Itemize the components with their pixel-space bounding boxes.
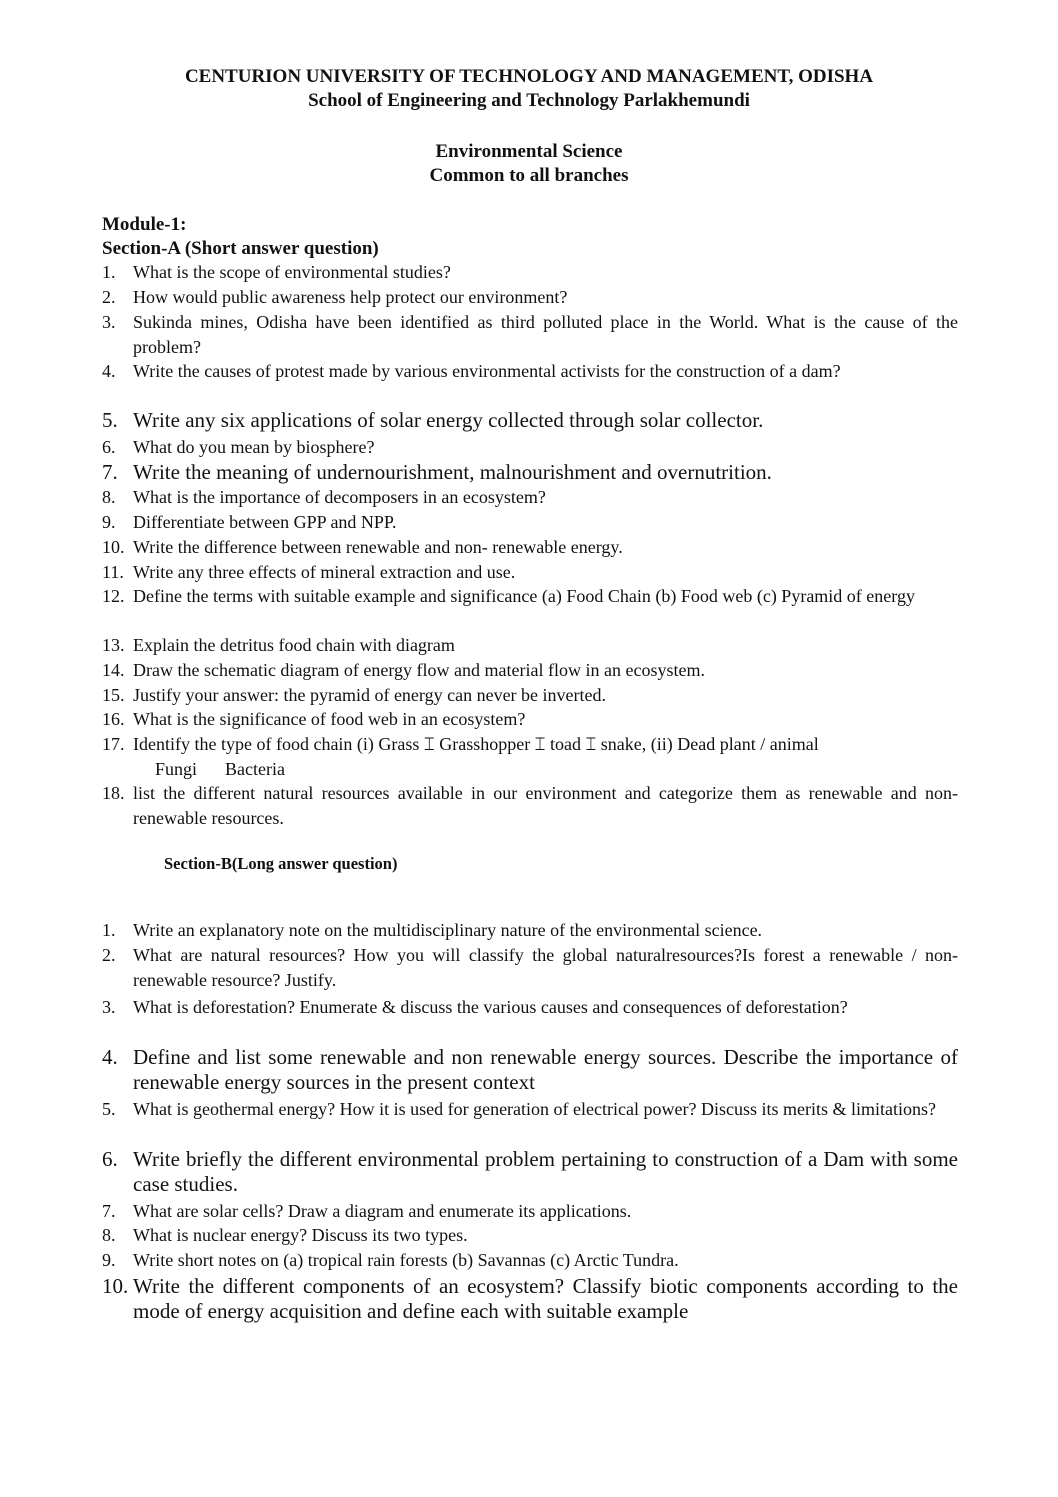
university-title: CENTURION UNIVERSITY OF TECHNOLOGY AND MANAGEMENT, ODISHA: [184, 66, 874, 87]
question-number: 6.: [102, 437, 116, 457]
bacteria-label: Bacteria: [225, 758, 285, 779]
question-number: 8.: [102, 1225, 116, 1245]
question-text: Write an explanatory note on the multidisciplinary nature of the environmental science.: [133, 920, 763, 940]
section-b-question-4: [102, 1045, 958, 1095]
question-number: 1.: [102, 262, 116, 282]
fungi-label: Fungi: [155, 758, 198, 779]
question-number: 5.: [102, 408, 118, 432]
section-a-question-11: [102, 560, 958, 585]
question-number: 10.: [102, 537, 125, 557]
question-text: What is the importance of decomposers in an ecosystem?: [133, 487, 546, 507]
question-text: What is geothermal energy? How it is used for generation of electrical power? Discuss its merits & limitations?: [133, 1099, 936, 1119]
section-a-question-5: [102, 408, 958, 433]
question-text: list the different natural resources available in our environment and categorize them as renewable and non-renewable resources.: [133, 783, 958, 828]
section-a-question-4: [102, 359, 958, 384]
question-text: Write short notes on (a) tropical rain forests (b) Savannas (c) Arctic Tundra.: [133, 1250, 679, 1270]
question-text: How would public awareness help protect our environment?: [133, 287, 568, 307]
section-a-question-1: [102, 260, 958, 285]
question-text: Explain the detritus food chain with diagram: [133, 635, 455, 655]
section-b-question-10: [102, 1274, 958, 1324]
question-text: Write any six applications of solar energy collected through solar collector.: [133, 408, 764, 432]
section-a-question-16: [102, 707, 958, 732]
section-a-question-10: [102, 535, 958, 560]
section-b-question-3: [102, 995, 958, 1020]
question-number: 1.: [102, 920, 116, 940]
question-number: 15.: [102, 685, 125, 705]
question-number: 11.: [102, 562, 124, 582]
question-text: What is the significance of food web in an ecosystem?: [133, 709, 526, 729]
question-number: 8.: [102, 487, 116, 507]
section-a-question-15: [102, 683, 958, 708]
question-text: Identify the type of food chain (i) Grass ⌶ Grasshopper ⌶ toad ⌶ snake, (ii) Dead plant / animal: [133, 734, 819, 754]
section-a-question-18: [102, 781, 958, 830]
question-text: Write the different components of an ecosystem? Classify biotic components according to the mode of energy acquisition and define each with suitable example: [133, 1274, 958, 1323]
section-a-question-3: [102, 310, 958, 359]
section-a-question-14: [102, 658, 958, 683]
question-number: 10.: [102, 1274, 129, 1298]
section-a-question-17: [102, 732, 958, 781]
question-text: What are natural resources? How you will classify the global naturalresources?Is forest a renewable / non-renewable resource? Justify.: [133, 945, 958, 990]
question-text: Write any three effects of mineral extraction and use.: [133, 562, 516, 582]
question-number: 18.: [102, 783, 125, 803]
question-text: Differentiate between GPP and NPP.: [133, 512, 397, 532]
question-number: 4.: [102, 361, 116, 381]
question-text: Justify your answer: the pyramid of energy can never be inverted.: [133, 685, 607, 705]
question-number: 14.: [102, 660, 125, 680]
question-text: What is the scope of environmental studies?: [133, 262, 451, 282]
subject-title: Environmental Science: [435, 141, 623, 162]
section-b-question-7: [102, 1199, 958, 1224]
question-number: 17.: [102, 734, 125, 754]
question-text: Define and list some renewable and non renewable energy sources. Describe the importance of renewable energy sources in the present context: [133, 1045, 958, 1094]
section-b-question-6: [102, 1147, 958, 1197]
section-a-question-2: [102, 285, 958, 310]
question-text: Write the causes of protest made by various environmental activists for the construction of a dam?: [133, 361, 841, 381]
question-number: 12.: [102, 586, 125, 606]
question-number: 6.: [102, 1147, 118, 1171]
question-number: 4.: [102, 1045, 118, 1069]
question-number: 13.: [102, 635, 125, 655]
section-a-question-12: [102, 584, 958, 609]
section-a-question-9: [102, 510, 958, 535]
question-text: Write the meaning of undernourishment, malnourishment and overnutrition.: [133, 460, 772, 484]
section-a-question-7: [102, 460, 958, 485]
question-number: 9.: [102, 1250, 116, 1270]
question-text: What do you mean by biosphere?: [133, 437, 375, 457]
question-text: Write briefly the different environmental problem pertaining to construction of a Dam with some case studies.: [133, 1147, 958, 1196]
module-heading: Module-1:: [102, 214, 187, 235]
question-text: What is deforestation? Enumerate & discuss the various causes and consequences of deforestation?: [133, 997, 848, 1017]
question-text: What is nuclear energy? Discuss its two types.: [133, 1225, 468, 1245]
section-a-question-13: [102, 633, 958, 658]
section-b-heading: Section-B(Long answer question): [164, 854, 398, 873]
question-number: 3.: [102, 312, 116, 332]
question-text: Write the difference between renewable and non- renewable energy.: [133, 537, 623, 557]
food-chain-continuation: [155, 757, 958, 782]
question-number: 2.: [102, 287, 116, 307]
section-b-question-2: [102, 943, 958, 992]
question-text: Define the terms with suitable example and significance (a) Food Chain (b) Food web (c) Pyramid of energy: [133, 586, 915, 606]
section-b-question-9: [102, 1248, 958, 1273]
question-number: 9.: [102, 512, 116, 532]
section-b-question-5: [102, 1097, 958, 1122]
school-title: School of Engineering and Technology Parlakhemundi: [308, 90, 750, 111]
question-text: Sukinda mines, Odisha have been identified as third polluted place in the World. What is the cause of the problem?: [133, 312, 958, 357]
question-text: What are solar cells? Draw a diagram and enumerate its applications.: [133, 1201, 632, 1221]
question-text: Draw the schematic diagram of energy flow and material flow in an ecosystem.: [133, 660, 705, 680]
section-b-question-8: [102, 1223, 958, 1248]
audience-subtitle: Common to all branches: [429, 165, 629, 186]
question-number: 7.: [102, 1201, 116, 1221]
question-number: 7.: [102, 460, 118, 484]
section-b-question-1: [102, 918, 958, 943]
question-number: 3.: [102, 997, 116, 1017]
section-a-question-6: [102, 435, 958, 460]
question-number: 16.: [102, 709, 125, 729]
question-number: 5.: [102, 1099, 116, 1119]
section-a-question-8: [102, 485, 958, 510]
section-a-heading: Section-A (Short answer question): [102, 238, 379, 259]
question-number: 2.: [102, 945, 116, 965]
